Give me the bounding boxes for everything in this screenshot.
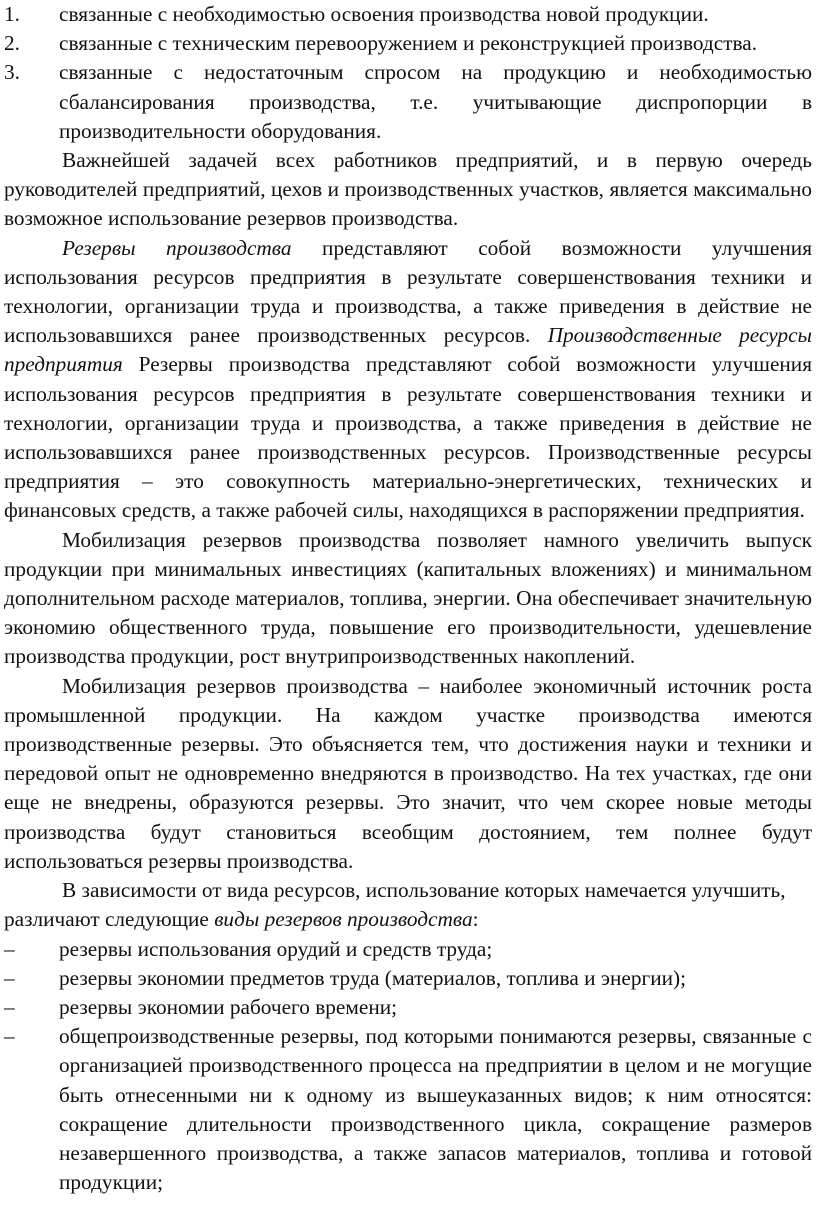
paragraph-reserves-definition bbox=[4, 234, 812, 526]
term-production-resources: Производственные ресурсы предприятия bbox=[4, 323, 812, 377]
list-item-text: связанные с техническим перевооружением и реконструкцией производства. bbox=[59, 31, 758, 56]
term-reserve-types: виды резервов производства bbox=[214, 907, 473, 932]
dash-list-item bbox=[4, 935, 812, 964]
list-marker: – bbox=[4, 936, 15, 961]
list-marker: – bbox=[4, 965, 15, 990]
paragraph: Мобилизация резервов производства позволяет намного увеличить выпуск продукции при минимальных инвестициях (капитальных вложениях) и минимальном дополнительном расходе материалов, топлива, энергии. Она обеспечивает значительную экономию общественного труда, повышение его производительности, удешевление производства продукции, рост внутрипроизводственных накоплений. bbox=[4, 527, 812, 669]
list-item-text: общепроизводственные резервы, под которыми понимаются резервы, связанные с организацией производственного процесса на предприятии в целом и не могущие быть отнесенными ни к одному из вышеуказанных видов; к ним относятся: сокращение длительности производственного цикла, сокращение размеров незавершенного производства, а также запасов материалов, топлива и готовой продукции; bbox=[59, 1024, 812, 1195]
list-item-text: резервы использования орудий и средств труда; bbox=[59, 936, 493, 961]
list-item-text: связанные с недостаточным спросом на продукцию и необходимостью сбалансирования производства, т.е. учитывающие диспропорции в производительности оборудования. bbox=[59, 60, 812, 143]
numbered-list-item bbox=[4, 0, 812, 29]
list-marker: – bbox=[4, 994, 15, 1019]
list-item-text: резервы экономии рабочего времени; bbox=[59, 994, 398, 1019]
paragraph-text: В зависимости от вида ресурсов, использование которых намечается улучшить, различают следующие bbox=[4, 878, 786, 932]
list-marker: 3. bbox=[4, 60, 20, 85]
numbered-list-item bbox=[4, 29, 812, 58]
paragraph-reserve-types-intro bbox=[4, 876, 812, 934]
paragraph-text: Резервы производства представляют собой возможности улучшения использования ресурсов предприятия в результате совершенствования техники и технологии, организации труда и производства, а также приведения в действие не использовавшихся ранее производственных ресурсов. Производственные ресурсы предприятия – это совокупность материально-энергетических, технических и финансовых средств, а также рабочей силы, находящихся в распоряжении предприятия. bbox=[4, 352, 812, 523]
term-reserves: Резервы производства bbox=[62, 235, 292, 260]
list-marker: – bbox=[4, 1024, 15, 1049]
paragraph-text: представляют собой возможности улучшения использования ресурсов предприятия в результате совершенствования техники и технологии, организации труда и производства, а также приведения в действие не использовавшихся ранее производственных ресурсов. bbox=[4, 235, 812, 348]
numbered-list-item bbox=[4, 58, 812, 146]
dash-list-item bbox=[4, 964, 812, 993]
paragraph: Важнейшей задачей всех работников предприятий, и в первую очередь руководителей предприятий, цехов и производственных участков, является максимально возможное использование резервов производства. bbox=[4, 148, 812, 231]
dash-list-item bbox=[4, 993, 812, 1022]
list-marker: 2. bbox=[4, 31, 20, 56]
list-item-text: связанные с необходимостью освоения производства новой продукции. bbox=[59, 2, 709, 26]
dash-list-item bbox=[4, 1022, 812, 1197]
paragraph-text: : bbox=[472, 907, 479, 932]
list-marker: 1. bbox=[4, 2, 20, 26]
list-item-text: резервы экономии предметов труда (материалов, топлива и энергии); bbox=[59, 965, 687, 990]
paragraph: Мобилизация резервов производства – наиболее экономичный источник роста промышленной продукции. На каждом участке производства имеются производственные резервы. Это объясняется тем, что достижения науки и техники и передовой опыт не одновременно внедряются в производство. На тех участках, где они еще не внедрены, образуются резервы. Это значит, что чем скорее новые методы производства будут становиться всеобщим достоянием, тем полнее будут использоваться резервы производства. bbox=[4, 673, 812, 873]
